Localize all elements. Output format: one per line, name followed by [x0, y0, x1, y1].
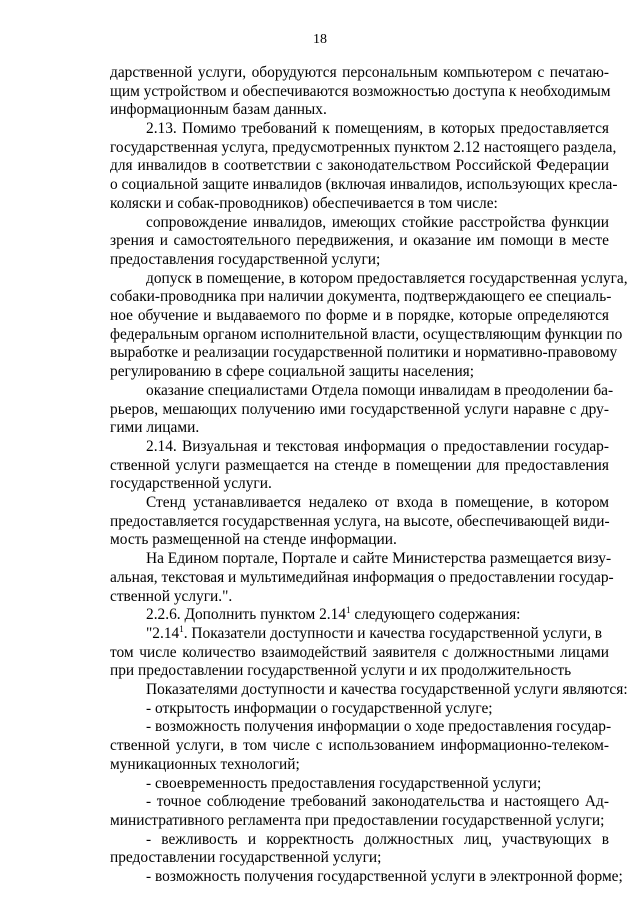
text-line: допуск в помещение, в котором предоставляется государственная услуга, [146, 269, 628, 287]
text-line: - точное соблюдение требований законодательства и настоящего Ад- [146, 793, 609, 811]
text-line [146, 625, 609, 644]
page-number: 18 [313, 32, 327, 47]
text-line: дарственной услуги, оборудуются персональным компьютером с печатаю- [110, 64, 609, 81]
text-run: следующего содержания: [350, 606, 521, 624]
text-line: 2.13. Помимо требований к помещениям, в которых предоставляется [146, 120, 609, 138]
text-line: ственной услуги размещается на стенде в помещении для предоставления [110, 456, 609, 474]
text-line: щим устройством и обеспечиваются возможностью доступа к необходимым [110, 82, 611, 100]
text-line: ственной услуги, в том числе с использованием информационно-телеком- [110, 737, 609, 755]
text-line: На Едином портале, Портале и сайте Министерства размещается визу- [146, 550, 612, 568]
text-line: федеральным органом исполнительной власти, осуществляющим функции по [110, 325, 623, 343]
superscript: 1 [179, 623, 184, 634]
text-line: оказание специалистами Отдела помощи инвалидам в преодолении ба- [146, 381, 614, 399]
text-line: Показателями доступности и качества государственной услуги являются: [146, 681, 628, 699]
text-line: предоставления государственной услуги; [110, 250, 381, 268]
text-line: муникационных технологий; [110, 755, 300, 773]
text-line: - открытость информации о государственной услуге; [146, 699, 493, 717]
text-line: коляски и собак-проводников) обеспечивается в том числе: [110, 194, 498, 212]
text-line: альная, текстовая и мультимедийная информация о предоставлении государ- [110, 568, 614, 586]
text-line: ное обучение и выдаваемого по форме и в порядке, которые определяются [110, 307, 609, 325]
text-line: для инвалидов в соответствии с законодательством Российской Федерации [110, 157, 609, 175]
text-line: гими лицами. [110, 419, 200, 437]
text-line: министративного регламента при предоставлении государственной услуги; [110, 811, 605, 829]
text-run: . Показатели доступности и качества государственной услуги, в [183, 624, 603, 642]
text-line [146, 606, 609, 625]
text-line: рьеров, мешающих получению ими государственной услуги наравне с дру- [110, 400, 609, 418]
text-line: - возможность получения государственной услуги в электронной форме; [146, 868, 623, 885]
text-run: "2.14 [146, 624, 180, 642]
text-line: ственной услуги.". [110, 587, 233, 605]
superscript: 1 [346, 605, 351, 616]
text-line: - возможность получения информации о ходе предоставления государ- [146, 718, 612, 736]
text-line: мость размещенной на стенде информации. [110, 531, 397, 549]
text-line: регулированию в сфере социальной защиты населения; [110, 363, 475, 381]
text-line: собаки-проводника при наличии документа, подтверждающего ее специаль- [110, 288, 612, 306]
text-line: том числе количество взаимодействий заявителя с должностными лицами [110, 643, 609, 661]
text-line: государственной услуги. [110, 475, 272, 493]
text-line: информационным базам данных. [110, 101, 327, 119]
text-line: зрения и самостоятельного передвижения, и оказание им помощи в месте [110, 232, 609, 250]
text-line: - своевременность предоставления государственной услуги; [146, 774, 542, 792]
text-line: предоставляется государственная услуга, на высоте, обеспечивающей види- [110, 512, 610, 530]
text-line: предоставлении государственной услуги; [110, 849, 382, 867]
text-line: о социальной защите инвалидов (включая инвалидов, использующих кресла- [110, 176, 618, 194]
text-line: государственная услуга, предусмотренных пунктом 2.12 настоящего раздела, [110, 138, 617, 156]
text-line: сопровождение инвалидов, имеющих стойкие расстройства функции [146, 213, 609, 231]
text-line: Стенд устанавливается недалеко от входа в помещение, в котором [146, 494, 609, 512]
text-run: 2.2.6. Дополнить пунктом 2.14 [146, 606, 347, 624]
text-line: - вежливость и корректность должностных лиц, участвующих в [146, 830, 609, 848]
text-line: при предоставлении государственной услуги и их продолжительность [110, 662, 572, 680]
text-line: 2.14. Визуальная и текстовая информация о предоставлении государ- [146, 437, 609, 455]
text-line: выработке и реализации государственной политики и нормативно-правовому [110, 344, 618, 362]
